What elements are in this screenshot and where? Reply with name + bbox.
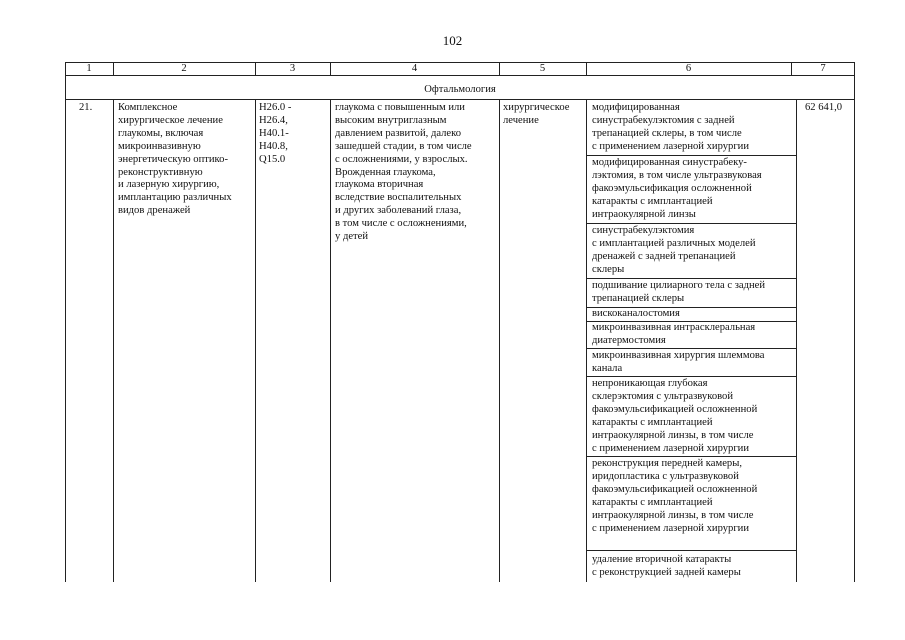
section-bottom-border <box>65 99 855 100</box>
row-number: 21. <box>79 102 93 113</box>
table-right-border <box>854 62 855 582</box>
header-col-5: 5 <box>539 63 546 74</box>
method-item-5: вискоканалостомия <box>592 308 680 319</box>
method-item-7: микроинвазивная хирургия шлеммова канала <box>592 350 765 374</box>
col-divider-5-body <box>586 99 587 582</box>
row-name: Комплексное хирургическое лечение глаукомы, включая микроинвазивную энергетическую оптико- реконструктивную и лазерную хирургию, имплантацию различных видов дренажей <box>118 102 232 217</box>
page-number: 102 <box>442 33 463 48</box>
header-col-2: 2 <box>181 63 187 74</box>
method-divider-1 <box>586 155 796 156</box>
row-patient-model: глаукома с повышенным или высоким внутриглазным давлением развитой, далеко зашедшей стадии, в том числе с осложнениями, у взрослых. Врожденная глаукома, глаукома вторичная вследствие воспалительных и других заболеваний глаза, в том числе с осложнениями, у детей <box>335 102 472 243</box>
method-divider-9 <box>586 550 796 551</box>
services-table <box>65 62 855 582</box>
method-item-3: синустрабекулэктомия с имплантацией различных моделей дренажей с задней трепанацией склеры <box>592 225 756 275</box>
method-divider-2 <box>586 223 796 224</box>
section-title: Офтальмология <box>424 84 496 95</box>
method-item-1: модифицированная синустрабекулэктомия с задней трепанацией склеры, в том числе с применением лазерной хирургии <box>592 102 750 152</box>
header-col-3: 3 <box>289 63 296 74</box>
header-col-6: 6 <box>685 63 692 74</box>
col-divider-3-body <box>330 99 331 582</box>
method-divider-8 <box>586 456 796 457</box>
row-cost: 62 641,0 <box>805 102 843 113</box>
row-codes: H26.0 - H26.4, H40.1- H40.8, Q15.0 <box>259 102 292 165</box>
col-divider-2-body <box>255 99 256 582</box>
col-divider-6-body <box>796 99 797 582</box>
method-divider-7 <box>586 376 796 377</box>
header-col-4: 4 <box>411 63 418 74</box>
header-col-7: 7 <box>820 63 826 74</box>
col-divider-4-body <box>499 99 500 582</box>
method-item-10: удаление вторичной катаракты с реконструкцией задней камеры <box>592 554 741 578</box>
method-divider-3 <box>586 278 796 279</box>
method-item-9: реконструкция передней камеры, иридопластика с ультразвуковой факоэмульсификацией осложненной катаракты с имплантацией интраокулярной линзы, в том числе с применением лазерной хирургии <box>592 458 758 534</box>
method-item-8: непроникающая глубокая склерэктомия с ультразвуковой факоэмульсификацией осложненной катаракты с имплантацией интраокулярной линзы, в том числе с применением лазерной хирургии <box>592 378 758 454</box>
col-divider-1-body <box>113 99 114 582</box>
header-bottom-border <box>65 75 855 76</box>
method-item-4: подшивание цилиарного тела с задней трепанацией склеры <box>592 280 766 304</box>
header-col-1: 1 <box>86 63 92 74</box>
method-divider-6 <box>586 348 796 349</box>
method-item-6: микроинвазивная интрасклеральная диатермостомия <box>592 322 756 346</box>
method-item-2: модифицированная синустрабеку- лэктомия, в том числе ультразвуковая факоэмульсификация осложненной катаракты с имплантацией интраокулярной линзы <box>592 157 762 220</box>
row-treatment-type: хирургическое лечение <box>503 102 570 126</box>
table-left-border <box>65 62 66 582</box>
